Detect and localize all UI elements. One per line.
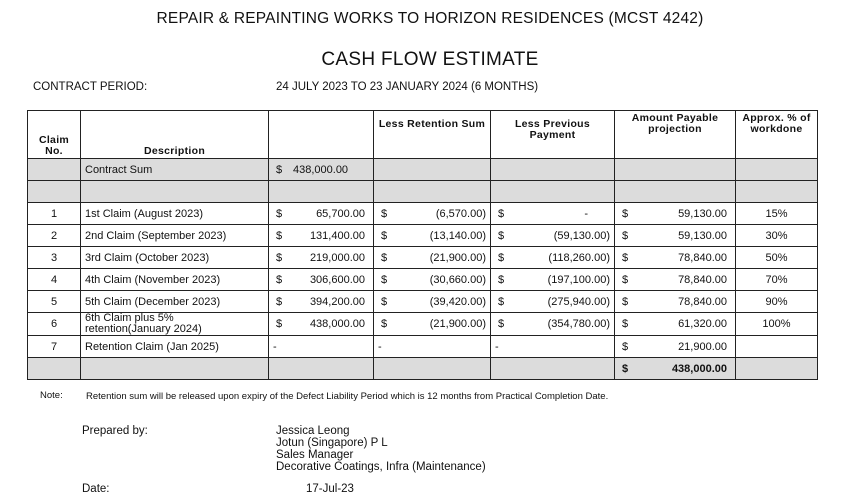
currency-symbol: $ (381, 318, 388, 330)
currency-symbol: $ (276, 207, 283, 220)
note-text: Retention sum will be released upon expiry of the Defect Liability Period which is 12 months from Practical Completion Date. (86, 391, 609, 402)
cell-claim-no: 1 (28, 203, 81, 225)
cell-pct (736, 336, 818, 358)
cell-claim-no: 3 (28, 247, 81, 269)
cell-claim-no: 7 (28, 336, 81, 358)
cell-amount (269, 159, 374, 181)
cell-pct: 50% (736, 247, 818, 269)
payable-value: 21,900.00 (678, 340, 727, 353)
currency-symbol: $ (498, 273, 505, 286)
col-header-claim-no: Claim No. (28, 111, 81, 159)
retention-value: (30,660.00) (429, 273, 486, 286)
currency-symbol: $ (622, 229, 629, 242)
retention-value: (21,900.00) (429, 318, 486, 330)
note-label: Note: (40, 390, 63, 401)
amount-value: 438,000.00 (293, 163, 349, 176)
cell-amount (269, 269, 374, 291)
previous-value: (197,100.00) (547, 273, 610, 286)
cell-payable (615, 269, 736, 291)
payable-value: 78,840.00 (678, 273, 727, 286)
total-row (28, 358, 818, 380)
table-header-row (28, 111, 818, 159)
cell-payable (615, 291, 736, 313)
payable-value: 59,130.00 (678, 207, 727, 220)
currency-symbol: $ (276, 273, 283, 286)
currency-symbol: $ (622, 251, 629, 264)
cell-description: 2nd Claim (September 2023) (81, 225, 269, 247)
table-row (28, 269, 818, 291)
col-header-less-previous: Less Previous Payment (491, 111, 615, 159)
cell-retention (374, 247, 491, 269)
prepared-by-label: Prepared by: (82, 425, 148, 437)
currency-symbol: $ (276, 318, 283, 330)
cell-description: Retention Claim (Jan 2025) (81, 336, 269, 358)
cash-flow-table (27, 110, 818, 380)
cell-previous (491, 159, 615, 181)
table-row (28, 203, 818, 225)
currency-symbol: $ (381, 273, 388, 286)
spacer-row (28, 181, 818, 203)
amount-value: 438,000.00 (309, 318, 365, 330)
cell-retention (374, 225, 491, 247)
table-row (28, 291, 818, 313)
cell-retention (374, 313, 491, 336)
cell-claim-no: 2 (28, 225, 81, 247)
preparer-division: Decorative Coatings, Infra (Maintenance) (276, 461, 486, 473)
currency-symbol: $ (622, 340, 629, 353)
cell-payable (615, 336, 736, 358)
table-row (28, 225, 818, 247)
description-line-2: retention(January 2024) (85, 323, 202, 335)
amount-value: 394,200.00 (309, 295, 365, 308)
cell-payable (615, 159, 736, 181)
retention-value: (13,140.00) (429, 229, 486, 242)
total-payable-value: 438,000.00 (671, 362, 727, 375)
currency-symbol: $ (622, 362, 629, 375)
currency-symbol: $ (498, 229, 505, 242)
currency-symbol: $ (498, 318, 505, 330)
cell-payable (615, 225, 736, 247)
cell-amount (269, 225, 374, 247)
cell-previous (491, 313, 615, 336)
cell-claim-no (28, 159, 81, 181)
date-value: 17-Jul-23 (306, 483, 354, 495)
payable-value: 61,320.00 (678, 318, 727, 330)
cell-retention (374, 291, 491, 313)
preparer-company: Jotun (Singapore) P L (276, 437, 388, 449)
amount-value: 131,400.00 (309, 229, 365, 242)
previous-value: (275,940.00) (547, 295, 610, 308)
table-row (28, 247, 818, 269)
table-row (28, 313, 818, 336)
date-label: Date: (82, 483, 110, 495)
cell-amount (269, 313, 374, 336)
previous-value: (59,130.00) (553, 229, 610, 242)
payable-value: 78,840.00 (678, 295, 727, 308)
cell-claim-no: 6 (28, 313, 81, 336)
previous-value: (354,780.00) (547, 318, 610, 330)
cell-description (81, 313, 269, 336)
currency-symbol: $ (622, 207, 629, 220)
retention-value: (21,900.00) (429, 251, 486, 264)
cell-claim-no: 5 (28, 291, 81, 313)
col-header-less-retention: Less Retention Sum (374, 111, 491, 159)
cell-previous (491, 247, 615, 269)
currency-symbol: $ (381, 229, 388, 242)
col-header-description: Description (81, 111, 269, 159)
cell-description: Contract Sum (81, 159, 269, 181)
cell-pct (736, 159, 818, 181)
cell-retention: - (374, 336, 491, 358)
retention-claim-row (28, 336, 818, 358)
cell-retention (374, 159, 491, 181)
cell-previous: - (491, 336, 615, 358)
cell-previous (491, 291, 615, 313)
currency-symbol: $ (498, 251, 505, 264)
retention-value: (39,420.00) (429, 295, 486, 308)
amount-value: 306,600.00 (309, 273, 365, 286)
cell-description: 3rd Claim (October 2023) (81, 247, 269, 269)
prepared-by-details (276, 425, 486, 473)
description-line-1: 6th Claim plus 5% (85, 312, 174, 324)
payable-value: 59,130.00 (678, 229, 727, 242)
col-header-approx-pct: Approx. % of workdone (736, 111, 818, 159)
cell-payable (615, 247, 736, 269)
cell-description: 5th Claim (December 2023) (81, 291, 269, 313)
payable-value: 78,840.00 (678, 251, 727, 264)
cell-amount (269, 203, 374, 225)
cell-claim-no: 4 (28, 269, 81, 291)
cell-total-payable (615, 358, 736, 380)
cell-pct: 70% (736, 269, 818, 291)
cell-pct: 90% (736, 291, 818, 313)
currency-symbol: $ (381, 251, 388, 264)
currency-symbol: $ (498, 295, 505, 308)
cell-previous (491, 225, 615, 247)
preparer-name: Jessica Leong (276, 425, 350, 437)
cell-description: 1st Claim (August 2023) (81, 203, 269, 225)
document-subtitle: CASH FLOW ESTIMATE (321, 49, 539, 70)
cell-description: 4th Claim (November 2023) (81, 269, 269, 291)
previous-value: - (584, 207, 588, 220)
retention-value: (6,570.00) (435, 207, 486, 220)
cell-payable (615, 313, 736, 336)
contract-period-value: 24 JULY 2023 TO 23 JANUARY 2024 (6 MONTHS) (276, 81, 539, 93)
cell-pct: 15% (736, 203, 818, 225)
amount-value: 219,000.00 (309, 251, 365, 264)
cell-previous (491, 203, 615, 225)
currency-symbol: $ (622, 295, 629, 308)
previous-value: (118,260.00) (548, 251, 610, 264)
col-header-amount-payable: Amount Payable projection (615, 111, 736, 159)
cell-amount (269, 291, 374, 313)
cell-previous (491, 269, 615, 291)
contract-sum-row (28, 159, 818, 181)
cell-retention (374, 269, 491, 291)
cell-payable (615, 203, 736, 225)
currency-symbol: $ (276, 163, 283, 176)
currency-symbol: $ (622, 318, 629, 330)
currency-symbol: $ (381, 207, 388, 220)
currency-symbol: $ (276, 229, 283, 242)
cell-amount: - (269, 336, 374, 358)
cell-pct: 30% (736, 225, 818, 247)
contract-period-label: CONTRACT PERIOD: (33, 81, 148, 93)
document-title: REPAIR & REPAINTING WORKS TO HORIZON RESIDENCES (MCST 4242) (156, 10, 704, 27)
currency-symbol: $ (276, 295, 283, 308)
cell-retention (374, 203, 491, 225)
cell-pct: 100% (736, 313, 818, 336)
currency-symbol: $ (381, 295, 388, 308)
currency-symbol: $ (498, 207, 505, 220)
currency-symbol: $ (622, 273, 629, 286)
amount-value: 65,700.00 (316, 207, 365, 220)
col-header-amount (269, 111, 374, 159)
cell-amount (269, 247, 374, 269)
currency-symbol: $ (276, 251, 283, 264)
preparer-position: Sales Manager (276, 449, 354, 461)
